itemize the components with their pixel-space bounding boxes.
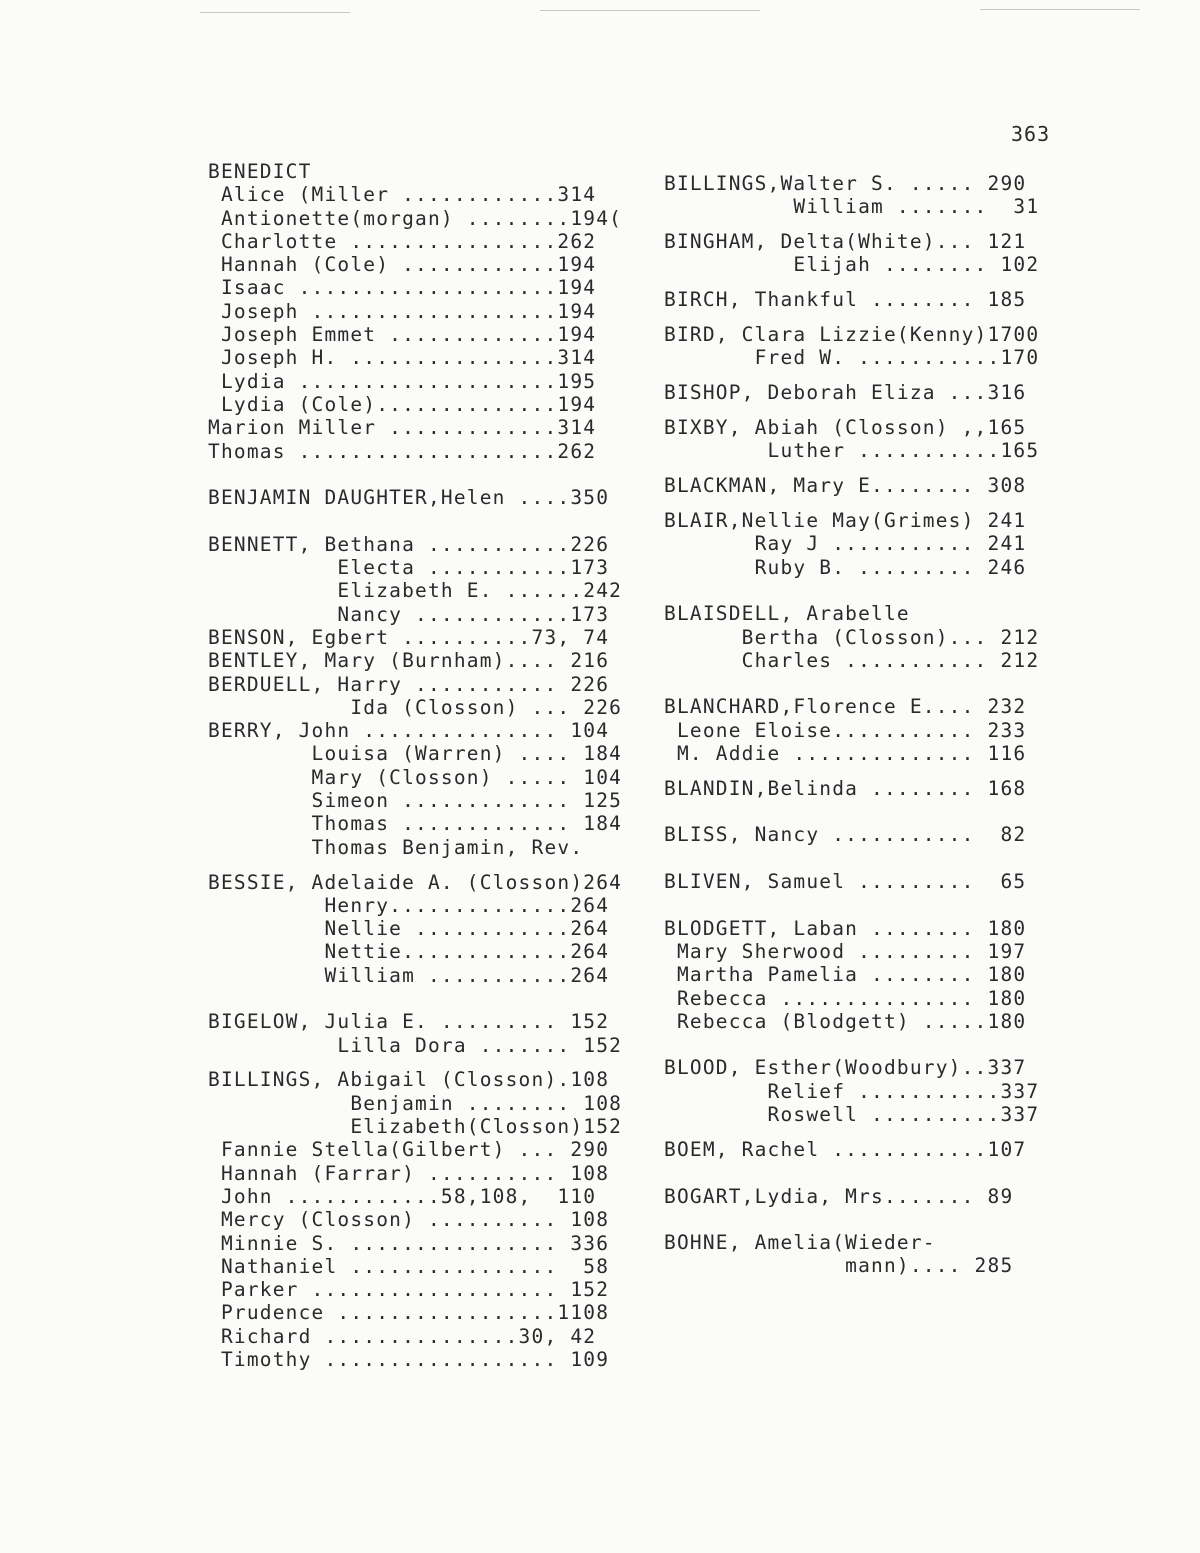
scan-artifact-line bbox=[200, 12, 350, 13]
index-entry: Luther ...........165 bbox=[664, 439, 1040, 463]
blank-line bbox=[664, 1161, 1064, 1184]
blank-line bbox=[664, 160, 1064, 172]
scan-artifact-line bbox=[540, 10, 760, 11]
index-entry: Nancy ............173 bbox=[208, 602, 610, 626]
index-entry: BILLINGS,Walter S. ..... 290 bbox=[664, 171, 1027, 195]
blank-line bbox=[664, 497, 1064, 509]
index-entry: Alice (Miller ............314 bbox=[208, 183, 597, 207]
index-entry: Ray J ........... 241 bbox=[664, 532, 1027, 556]
index-entry: Mary Sherwood ......... 197 bbox=[664, 939, 1027, 963]
index-entry: Isaac ....................194 bbox=[208, 276, 597, 300]
index-entry: BENTLEY, Mary (Burnham).... 216 bbox=[208, 649, 610, 673]
index-entry: Prudence .................1108 bbox=[208, 1301, 610, 1325]
index-entry: Leone Eloise........... 233 bbox=[664, 718, 1027, 742]
blank-line bbox=[208, 509, 646, 532]
blank-line bbox=[208, 859, 646, 871]
index-entry: mann).... 285 bbox=[664, 1254, 1014, 1278]
index-entry: Joseph Emmet .............194 bbox=[208, 323, 597, 347]
index-entry: Nettie.............264 bbox=[208, 940, 610, 964]
index-entry: BLANCHARD,Florence E.... 232 bbox=[664, 695, 1027, 719]
index-entry: BERDUELL, Harry ........... 226 bbox=[208, 672, 610, 696]
index-entry: BLANDIN,Belinda ........ 168 bbox=[664, 776, 1027, 800]
index-entry: John ............58,108, 110 bbox=[208, 1184, 597, 1208]
index-entry: Timothy .................. 109 bbox=[208, 1348, 610, 1372]
index-entry: Relief ...........337 bbox=[664, 1079, 1040, 1103]
index-entry: BILLINGS, Abigail (Closson).108 bbox=[208, 1068, 610, 1092]
index-entry: Minnie S. ................ 336 bbox=[208, 1231, 610, 1255]
index-entry: BLIVEN, Samuel ......... 65 bbox=[664, 870, 1027, 894]
page-number: 363 bbox=[1011, 122, 1051, 146]
index-entry: BIRD, Clara Lizzie(Kenny)1700 bbox=[664, 322, 1040, 346]
index-entry: Charlotte ................262 bbox=[208, 229, 597, 253]
index-entry: Nellie ............264 bbox=[208, 917, 610, 941]
index-entry: Henry..............264 bbox=[208, 893, 610, 917]
index-entry: BENNETT, Bethana ...........226 bbox=[208, 532, 610, 556]
index-entry: Benjamin ........ 108 bbox=[208, 1091, 623, 1115]
index-entry: Joseph H. ................314 bbox=[208, 346, 597, 370]
index-entry: Nathaniel ................ 58 bbox=[208, 1254, 610, 1278]
index-entry: Richard ...............30, 42 bbox=[208, 1324, 597, 1348]
index-entry: BERRY, John ............... 104 bbox=[208, 719, 610, 743]
index-entry: Martha Pamelia ........ 180 bbox=[664, 963, 1027, 987]
index-entry: Lydia (Cole)..............194 bbox=[208, 392, 597, 416]
blank-line bbox=[664, 1208, 1064, 1231]
index-entry: Charles ........... 212 bbox=[664, 648, 1040, 672]
index-entry: BLACKMAN, Mary E........ 308 bbox=[664, 474, 1027, 498]
index-entry: Ruby B. ......... 246 bbox=[664, 555, 1027, 579]
blank-line bbox=[664, 404, 1064, 416]
index-entry: BIRCH, Thankful ........ 185 bbox=[664, 287, 1027, 311]
blank-line bbox=[664, 276, 1064, 288]
index-entry: BIXBY, Abiah (Closson) ,,165 bbox=[664, 415, 1027, 439]
index-entry: Elijah ........ 102 bbox=[664, 253, 1040, 277]
index-entry: Mercy (Closson) .......... 108 bbox=[208, 1208, 610, 1232]
index-entry: Elizabeth(Closson)152 bbox=[208, 1115, 623, 1139]
index-entry: BINGHAM, Delta(White)... 121 bbox=[664, 229, 1027, 253]
blank-line bbox=[664, 463, 1064, 475]
index-entry: Electa ...........173 bbox=[208, 556, 610, 580]
blank-line bbox=[664, 765, 1064, 777]
index-entry: Parker ................... 152 bbox=[208, 1278, 610, 1302]
index-entry: M. Addie .............. 116 bbox=[664, 741, 1027, 765]
index-entry: BIGELOW, Julia E. ......... 152 bbox=[208, 1010, 610, 1034]
index-entry: BISHOP, Deborah Eliza ...316 bbox=[664, 381, 1027, 405]
index-entry: BOHNE, Amelia(Wieder- bbox=[664, 1231, 936, 1255]
index-entry: Fannie Stella(Gilbert) ... 290 bbox=[208, 1138, 610, 1162]
index-entry: Hannah (Farrar) .......... 108 bbox=[208, 1161, 610, 1185]
blank-line bbox=[208, 987, 646, 1010]
index-entry: Thomas ....................262 bbox=[208, 439, 597, 463]
index-entry: Rebecca (Blodgett) .....180 bbox=[664, 1009, 1027, 1033]
index-entry: Antionette(morgan) ........194( bbox=[208, 206, 623, 230]
index-entry: Louisa (Warren) .... 184 bbox=[208, 742, 623, 766]
index-entry: BENEDICT bbox=[208, 160, 312, 183]
blank-line bbox=[664, 369, 1064, 381]
scan-artifact-line bbox=[980, 9, 1140, 10]
index-entry: Elizabeth E. ......242 bbox=[208, 579, 623, 603]
index-column-right bbox=[664, 160, 1064, 1278]
index-entry: Joseph ...................194 bbox=[208, 299, 597, 323]
index-entry: BLAISDELL, Arabelle bbox=[664, 602, 910, 626]
index-entry: Ida (Closson) ... 226 bbox=[208, 695, 623, 719]
blank-line bbox=[664, 579, 1064, 602]
index-entry: BESSIE, Adelaide A. (Closson)264 bbox=[208, 870, 623, 894]
index-entry: Lilla Dora ....... 152 bbox=[208, 1033, 623, 1057]
blank-line bbox=[664, 1033, 1064, 1056]
index-entry: BENJAMIN DAUGHTER,Helen ....350 bbox=[208, 486, 610, 510]
index-entry: BOGART,Lydia, Mrs....... 89 bbox=[664, 1184, 1014, 1208]
index-column-left bbox=[208, 160, 646, 1371]
index-entry: BLODGETT, Laban ........ 180 bbox=[664, 916, 1027, 940]
index-entry: Thomas ............. 184 bbox=[208, 812, 623, 836]
blank-line bbox=[664, 311, 1064, 323]
index-entry: BENSON, Egbert ..........73, 74 bbox=[208, 625, 610, 649]
blank-line bbox=[208, 1057, 646, 1069]
index-entry: William ....... 31 bbox=[664, 194, 1040, 218]
index-entry: William ...........264 bbox=[208, 963, 610, 987]
index-entry: Hannah (Cole) ............194 bbox=[208, 253, 597, 277]
blank-line bbox=[664, 893, 1064, 916]
blank-line bbox=[208, 463, 646, 486]
index-entry: BLOOD, Esther(Woodbury)..337 bbox=[664, 1056, 1027, 1080]
blank-line bbox=[664, 1126, 1064, 1138]
blank-line bbox=[664, 672, 1064, 695]
index-entry: Mary (Closson) ..... 104 bbox=[208, 765, 623, 789]
blank-line bbox=[664, 800, 1064, 823]
index-entry: Fred W. ...........170 bbox=[664, 346, 1040, 370]
index-entry: Bertha (Closson)... 212 bbox=[664, 625, 1040, 649]
index-entry: Lydia ....................195 bbox=[208, 369, 597, 393]
index-entry: BOEM, Rachel ............107 bbox=[664, 1137, 1027, 1161]
blank-line bbox=[664, 218, 1064, 230]
index-entry: Roswell ..........337 bbox=[664, 1103, 1040, 1127]
blank-line bbox=[664, 847, 1064, 870]
index-entry: Simeon ............. 125 bbox=[208, 789, 623, 813]
index-entry: BLISS, Nancy ........... 82 bbox=[664, 823, 1027, 847]
index-entry: Thomas Benjamin, Rev. bbox=[208, 835, 584, 859]
index-entry: Rebecca ............... 180 bbox=[664, 986, 1027, 1010]
index-entry: BLAIR,Nellie May(Grimes) 241 bbox=[664, 509, 1027, 533]
index-entry: Marion Miller .............314 bbox=[208, 416, 597, 440]
